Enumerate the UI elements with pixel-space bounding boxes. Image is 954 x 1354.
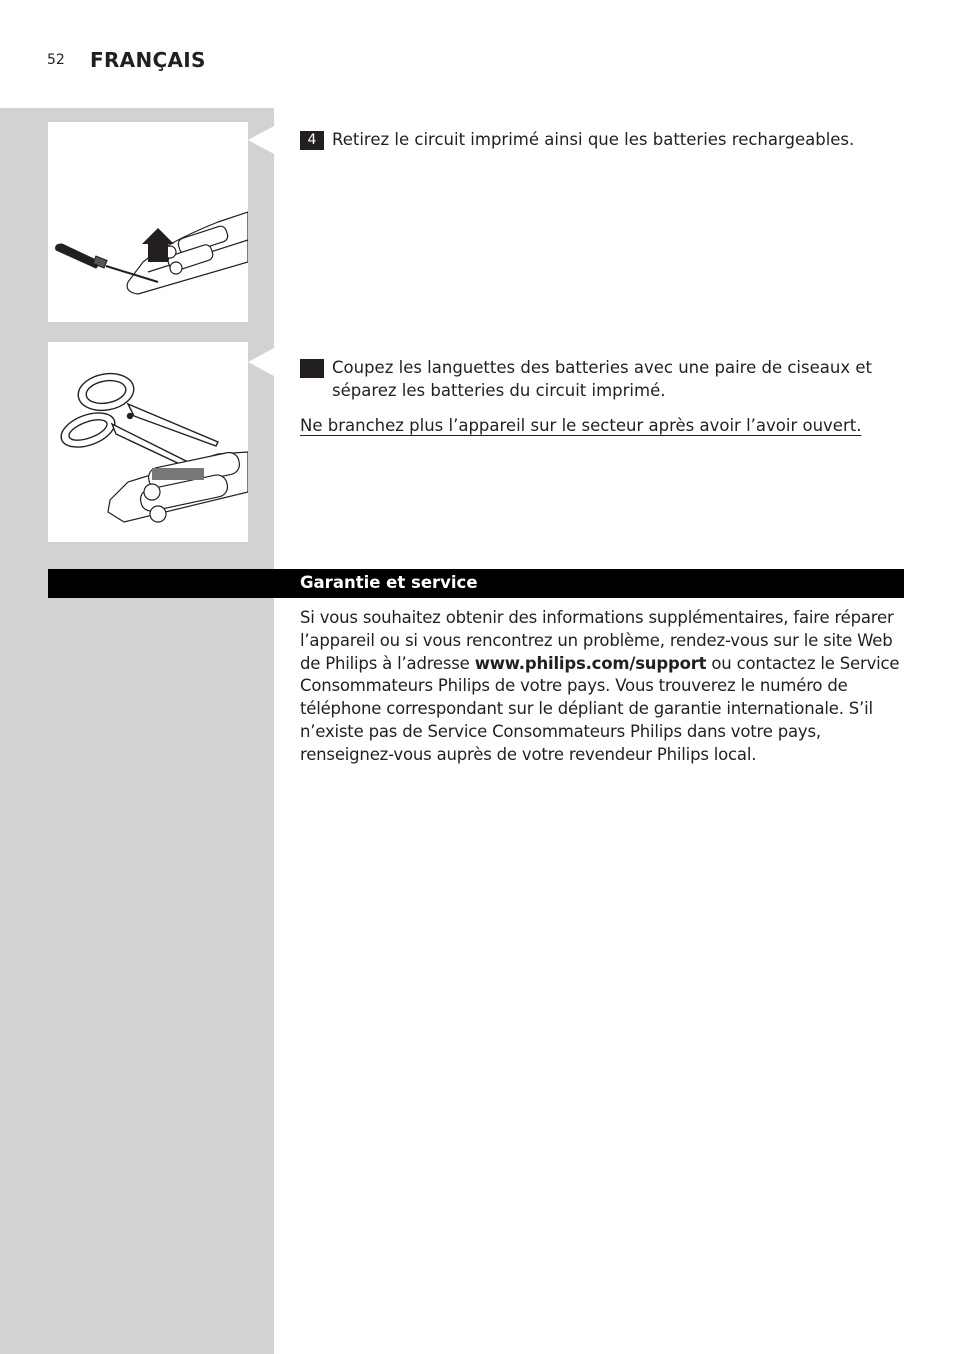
scissors-battery-illustration bbox=[48, 342, 248, 542]
paragraph-text-end: ou contactez le Service Consommateurs Philips de votre pays. Vous trouverez le numéro de téléphone correspondant sur le dépliant de garantie internationale. S’il n’existe pas de Service Consommateurs Philips dans votre pays, renseignez-vous auprès de votre revendeur Philips local. bbox=[300, 653, 900, 764]
section-title: Garantie et service bbox=[300, 573, 478, 592]
step-4 bbox=[300, 128, 880, 151]
step-number: 5 bbox=[300, 359, 324, 378]
step-text: Retirez le circuit imprimé ainsi que les batteries rechargeables. bbox=[332, 130, 855, 149]
figure-pointer bbox=[248, 126, 274, 154]
step-5 bbox=[291, 356, 902, 402]
page-number: 52 bbox=[47, 52, 65, 68]
warning-note: Ne branchez plus l’appareil sur le secteur après avoir l’avoir ouvert. bbox=[300, 416, 862, 435]
paragraph-text-start: Si vous souhaitez obtenir des informations supplémentaires, faire réparer l’appareil ou si vous rencontrez un problème, rendez-vous sur le site Web de Philips à l’adresse bbox=[300, 608, 894, 673]
screwdriver-pcb-illustration bbox=[48, 122, 248, 322]
figure-cut-tabs bbox=[48, 342, 248, 542]
support-link[interactable]: www.philips.com/support bbox=[474, 653, 707, 673]
figure-remove-pcb bbox=[48, 122, 248, 322]
figure-pointer bbox=[248, 348, 274, 376]
warranty-paragraph bbox=[300, 607, 900, 767]
language-title: FRANÇAIS bbox=[90, 48, 206, 72]
step-number: 4 bbox=[300, 131, 324, 150]
step-text: Coupez les languettes des batteries avec une paire de ciseaux et séparez les batteries du circuit imprimé. bbox=[332, 358, 872, 400]
